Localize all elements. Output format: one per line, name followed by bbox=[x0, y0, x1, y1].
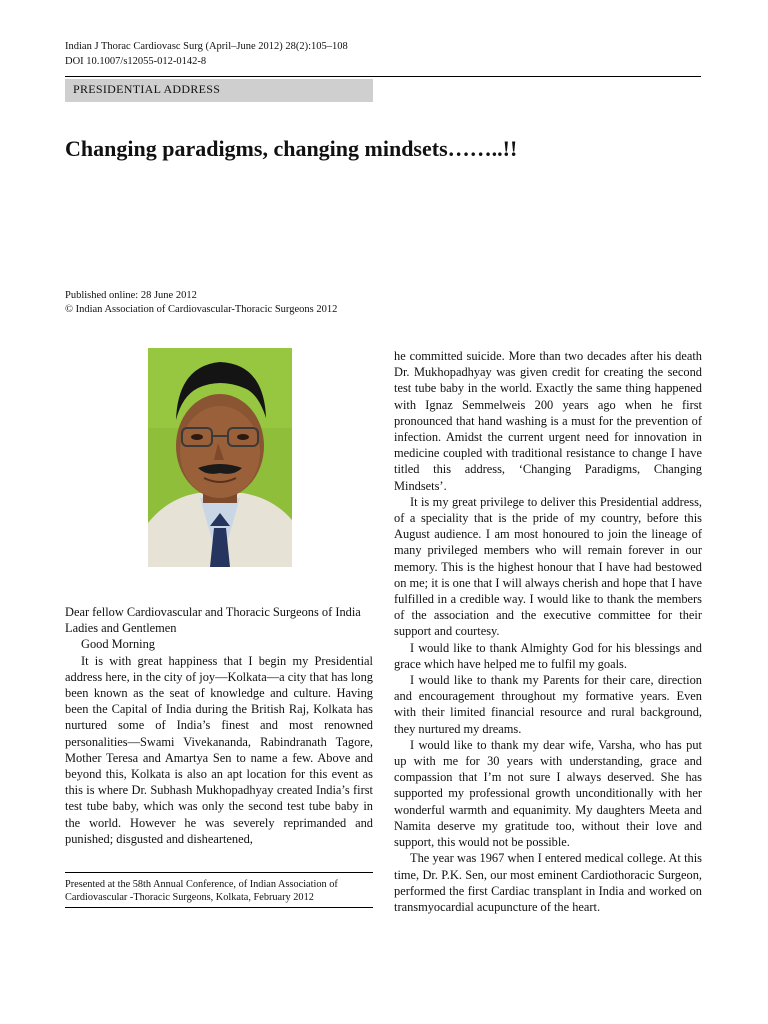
body-paragraph: I would like to thank Almighty God for his blessings and grace which have helped me to fulfil my goals. bbox=[394, 640, 702, 671]
body-paragraph: It is my great privilege to deliver this Presidential address, of a speciality that is the pride of my country, before this August audience. I am most honoured to join the lineage of many privileged members who will remain forever in our memory. This is the highest honour that I have had bestowed on me; it is one that I will always cherish and hope that I have fulfilled in a credible way. I would like to thank the members of the association and the executive committee for their support and courtesy. bbox=[394, 494, 702, 639]
body-paragraph: The year was 1967 when I entered medical college. At this time, Dr. P.K. Sen, our most eminent Cardiothoracic Surgeon, performed the first Cardiac transplant in India and worked on transmyocardial acupuncture of the heart. bbox=[394, 851, 702, 914]
doi-line: DOI 10.1007/s12055-012-0142-8 bbox=[65, 56, 207, 67]
journal-citation: Indian J Thorac Cardiovasc Surg (April–June 2012) 28(2):105–108 bbox=[65, 41, 348, 52]
published-date: Published online: 28 June 2012 bbox=[65, 290, 197, 301]
salutation-line: Ladies and Gentlemen bbox=[65, 621, 177, 636]
header-rule bbox=[65, 76, 701, 77]
salutation-line: Dear fellow Cardiovascular and Thoracic Surgeons of India bbox=[65, 605, 361, 619]
author-photo bbox=[148, 348, 292, 567]
left-column bbox=[65, 604, 373, 847]
right-column bbox=[394, 348, 702, 915]
body-paragraph: It is with great happiness that I begin my Presidential address here, in the city of joy—Kolkata—a city that has long been known as the seat of knowledge and culture. Having been the Capital of India during the British Raj, Kolkata has nurtured some of India’s finest and most renowned personalities—Swami Vivekananda, Rabindranath Tagore, Mother Teresa and Amartya Sen to name a few. Above and beyond this, Kolkata is also an apt location for this event as this is where Dr. Subhash Mukhopadhyay created India’s first test tube baby, which was only the second test tube baby in the world. However he was severely reprimanded and punished; disgusted and disheartened, bbox=[65, 653, 373, 846]
article-title: Changing paradigms, changing mindsets……..!! bbox=[65, 136, 518, 161]
section-label: PRESIDENTIAL ADDRESS bbox=[65, 79, 373, 102]
footnote-rule bbox=[65, 907, 373, 908]
greeting: Good Morning bbox=[81, 637, 155, 652]
footnote-rule bbox=[65, 872, 373, 873]
body-paragraph: I would like to thank my Parents for their care, direction and encouragement throughout my formative years. Even with their limited financial resource and rural background, they nurtured my dreams. bbox=[394, 673, 702, 736]
body-paragraph: he committed suicide. More than two decades after his death Dr. Mukhopadhyay was given credit for creating the second test tube baby in the world. Exactly the same thing happened with Ignaz Semmelweis 200 years ago when he first pronounced that hand washing is a must for the prevention of infection. Amidst the current urgent need for innovation in medicine coupled with traditional resistance to change I have titled this address, ‘Changing Paradigms, Changing Mindsets’. bbox=[394, 349, 702, 493]
copyright-line: © Indian Association of Cardiovascular-Thoracic Surgeons 2012 bbox=[65, 304, 338, 315]
footnote: Presented at the 58th Annual Conference, of Indian Association of Cardiovascular -Thoracic Surgeons, Kolkata, February 2012 bbox=[65, 879, 338, 903]
body-paragraph: I would like to thank my dear wife, Varsha, who has put up with me for 30 years with understanding, grace and compassion that I’m not sure I always deserved. She has supported my professional growth unconditionally with her wonderful warmth and equanimity. My daughters Meeta and Namita deserve my gratitude too, without their love and support, this would not be possible. bbox=[394, 737, 702, 850]
